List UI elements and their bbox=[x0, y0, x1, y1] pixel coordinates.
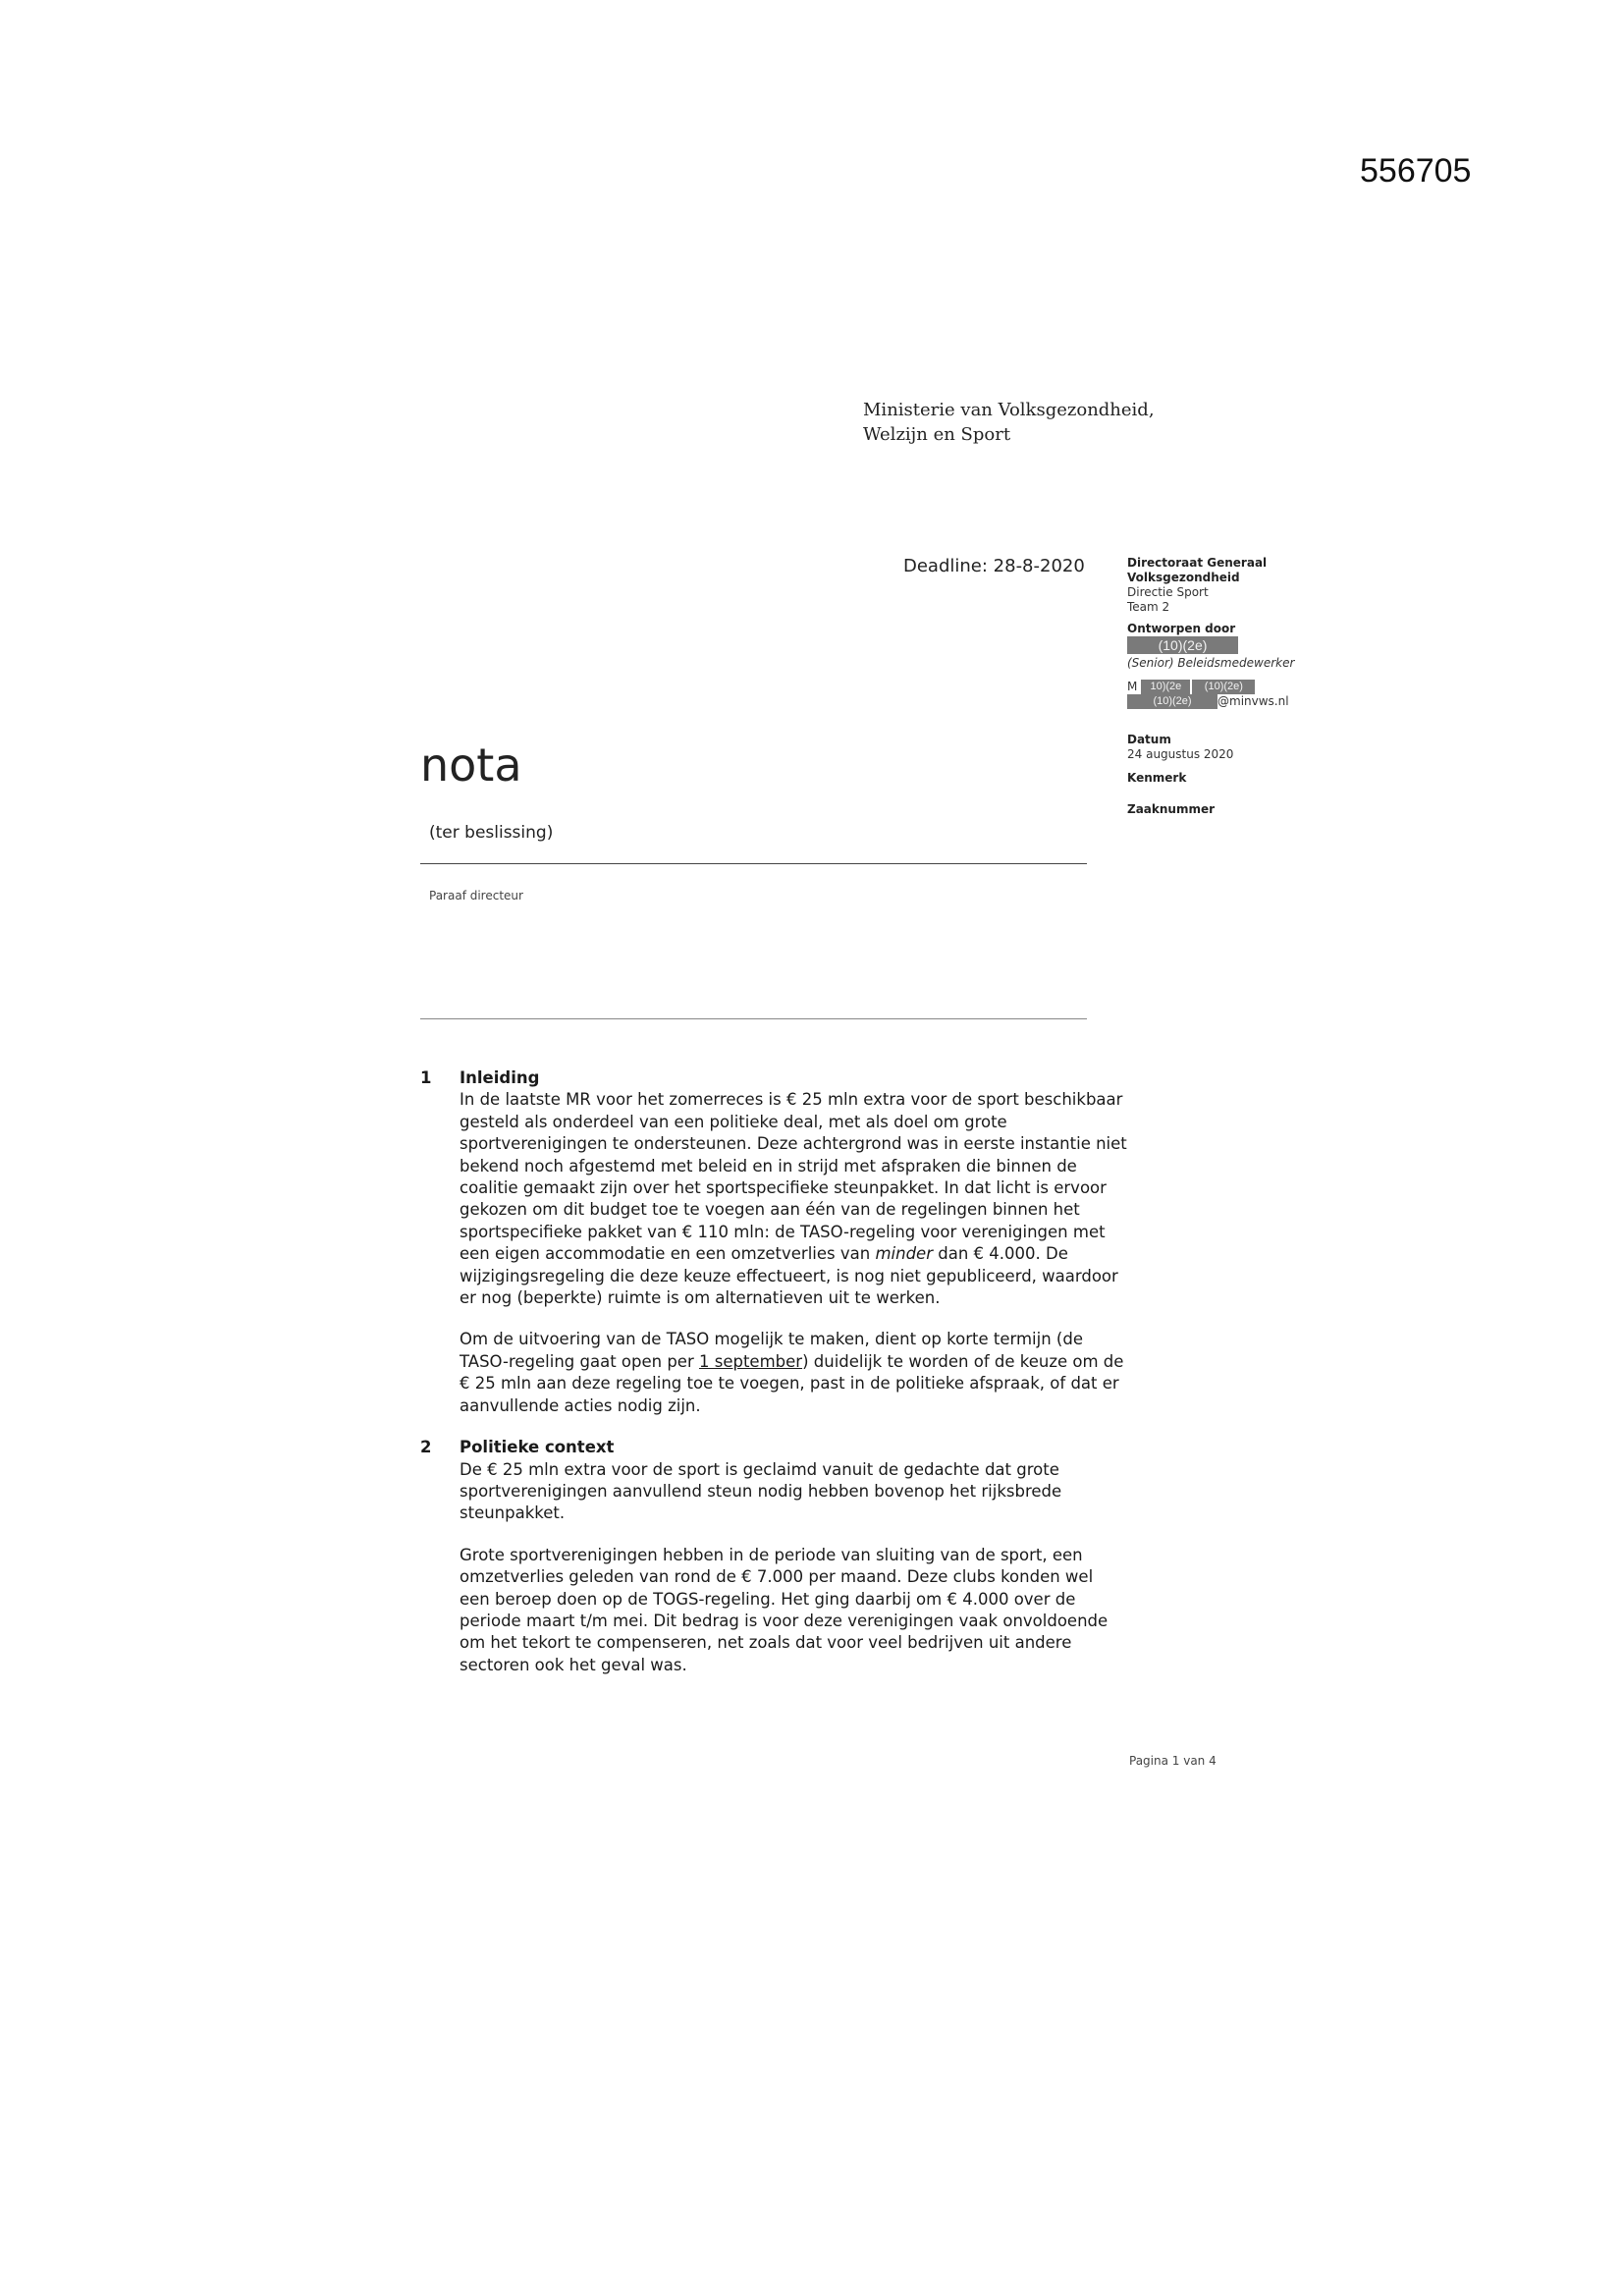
ministry-line-2: Welzijn en Sport bbox=[863, 424, 1011, 445]
text-run: Om de uitvoering van de TASO mogelijk te maken, dient op korte termijn (de TASO-regeling gaat open per bbox=[460, 1330, 1083, 1371]
email-suffix: @minvws.nl bbox=[1217, 694, 1289, 708]
text-run: ) duidelijk te worden of de keuze om de € 25 mln aan deze regeling toe te voegen, past in de politieke afspraak, of dat er aanvullende acties nodig zijn. bbox=[460, 1351, 1124, 1415]
document-subtitle: (ter beslissing) bbox=[429, 823, 554, 843]
text-underline: 1 september bbox=[699, 1351, 803, 1371]
paragraph bbox=[460, 1329, 1127, 1417]
redaction-name: (10)(2e) bbox=[1127, 636, 1238, 654]
reference-label: Kenmerk bbox=[1127, 771, 1187, 785]
divider-bottom bbox=[420, 1018, 1087, 1019]
department: Directie Sport bbox=[1127, 585, 1209, 599]
case-number-label: Zaaknummer bbox=[1127, 802, 1216, 816]
text-run: In de laatste MR voor het zomerreces is € 25 mln extra voor de sport beschikbaar gesteld als onderdeel van een politieke deal, met als doel om grote sportverenigingen te ondersteunen. Deze achtergrond was in eerste instantie niet bekend noch afgestemd met beleid en in strijd met afspraken die binnen de coalitie gemaakt zijn over het sportspecifieke steunpakket. In dat licht is ervoor gekozen om dit budget toe te voegen aan één van de regelingen binnen het sportspecifieke pakket van € 110 mln: de TASO-regeling voor verenigingen met een eigen accommodatie en een omzetverlies van bbox=[460, 1090, 1127, 1264]
section-inleiding bbox=[420, 1067, 1127, 1417]
section-heading: Politieke context bbox=[460, 1438, 615, 1457]
mobile-prefix: M bbox=[1127, 680, 1138, 693]
ministry-line-1: Ministerie van Volksgezondheid, bbox=[863, 400, 1155, 420]
redaction-email: (10)(2e) bbox=[1127, 694, 1217, 709]
paragraph bbox=[460, 1089, 1127, 1309]
deadline: Deadline: 28-8-2020 bbox=[903, 556, 1085, 576]
paragraph: Grote sportverenigingen hebben in de periode van sluiting van de sport, een omzetverlies geleden van rond de € 7.000 per maand. Deze clubs konden wel een beroep doen op de TOGS-regeling. Het ging daarbij om € 4.000 over de periode maart t/m mei. Dit bedrag is voor deze verenigingen vaak onvoldoende om het tekort te compenseren, net zoals dat voor veel bedrijven uit andere sectoren ook het geval was. bbox=[460, 1545, 1109, 1674]
designed-by-label: Ontworpen door bbox=[1127, 622, 1236, 635]
document-title: nota bbox=[420, 738, 522, 792]
sidebar-metadata bbox=[1127, 556, 1324, 817]
team: Team 2 bbox=[1127, 600, 1170, 614]
section-number: 1 bbox=[420, 1068, 432, 1087]
page-number: Pagina 1 van 4 bbox=[1129, 1754, 1217, 1768]
date-value: 24 augustus 2020 bbox=[1127, 747, 1234, 761]
email-line bbox=[1127, 694, 1324, 709]
paragraph: De € 25 mln extra voor de sport is geclaimd vanuit de gedachte dat grote sportverenigingen aanvullend steun nodig hebben bovenop het rijksbrede steunpakket. bbox=[460, 1459, 1062, 1523]
text-emphasis: minder bbox=[875, 1244, 933, 1264]
role: (Senior) Beleidsmedewerker bbox=[1127, 656, 1295, 670]
redaction-mobile-b: (10)(2e) bbox=[1192, 680, 1255, 694]
section-number: 2 bbox=[420, 1438, 432, 1457]
paraaf-label: Paraaf directeur bbox=[429, 889, 523, 902]
document-number: 556705 bbox=[1360, 152, 1472, 190]
ministry-logo-text bbox=[863, 398, 1155, 447]
text-run: dan € 4.000. De wijzigingsregeling die deze keuze effectueert, is nog niet gepubliceerd, waardoor er nog (beperkte) ruimte is om alternatieven uit te werken. bbox=[460, 1244, 1118, 1308]
mobile-line bbox=[1127, 680, 1324, 694]
date-label: Datum bbox=[1127, 733, 1171, 746]
org-line-1: Directoraat Generaal bbox=[1127, 556, 1268, 570]
divider-top bbox=[420, 863, 1087, 864]
section-heading: Inleiding bbox=[460, 1068, 540, 1087]
document-body bbox=[420, 1067, 1127, 1696]
redaction-mobile-a: 10)(2e bbox=[1141, 680, 1190, 694]
org-line-2: Volksgezondheid bbox=[1127, 571, 1240, 584]
section-politieke-context bbox=[420, 1437, 1127, 1676]
